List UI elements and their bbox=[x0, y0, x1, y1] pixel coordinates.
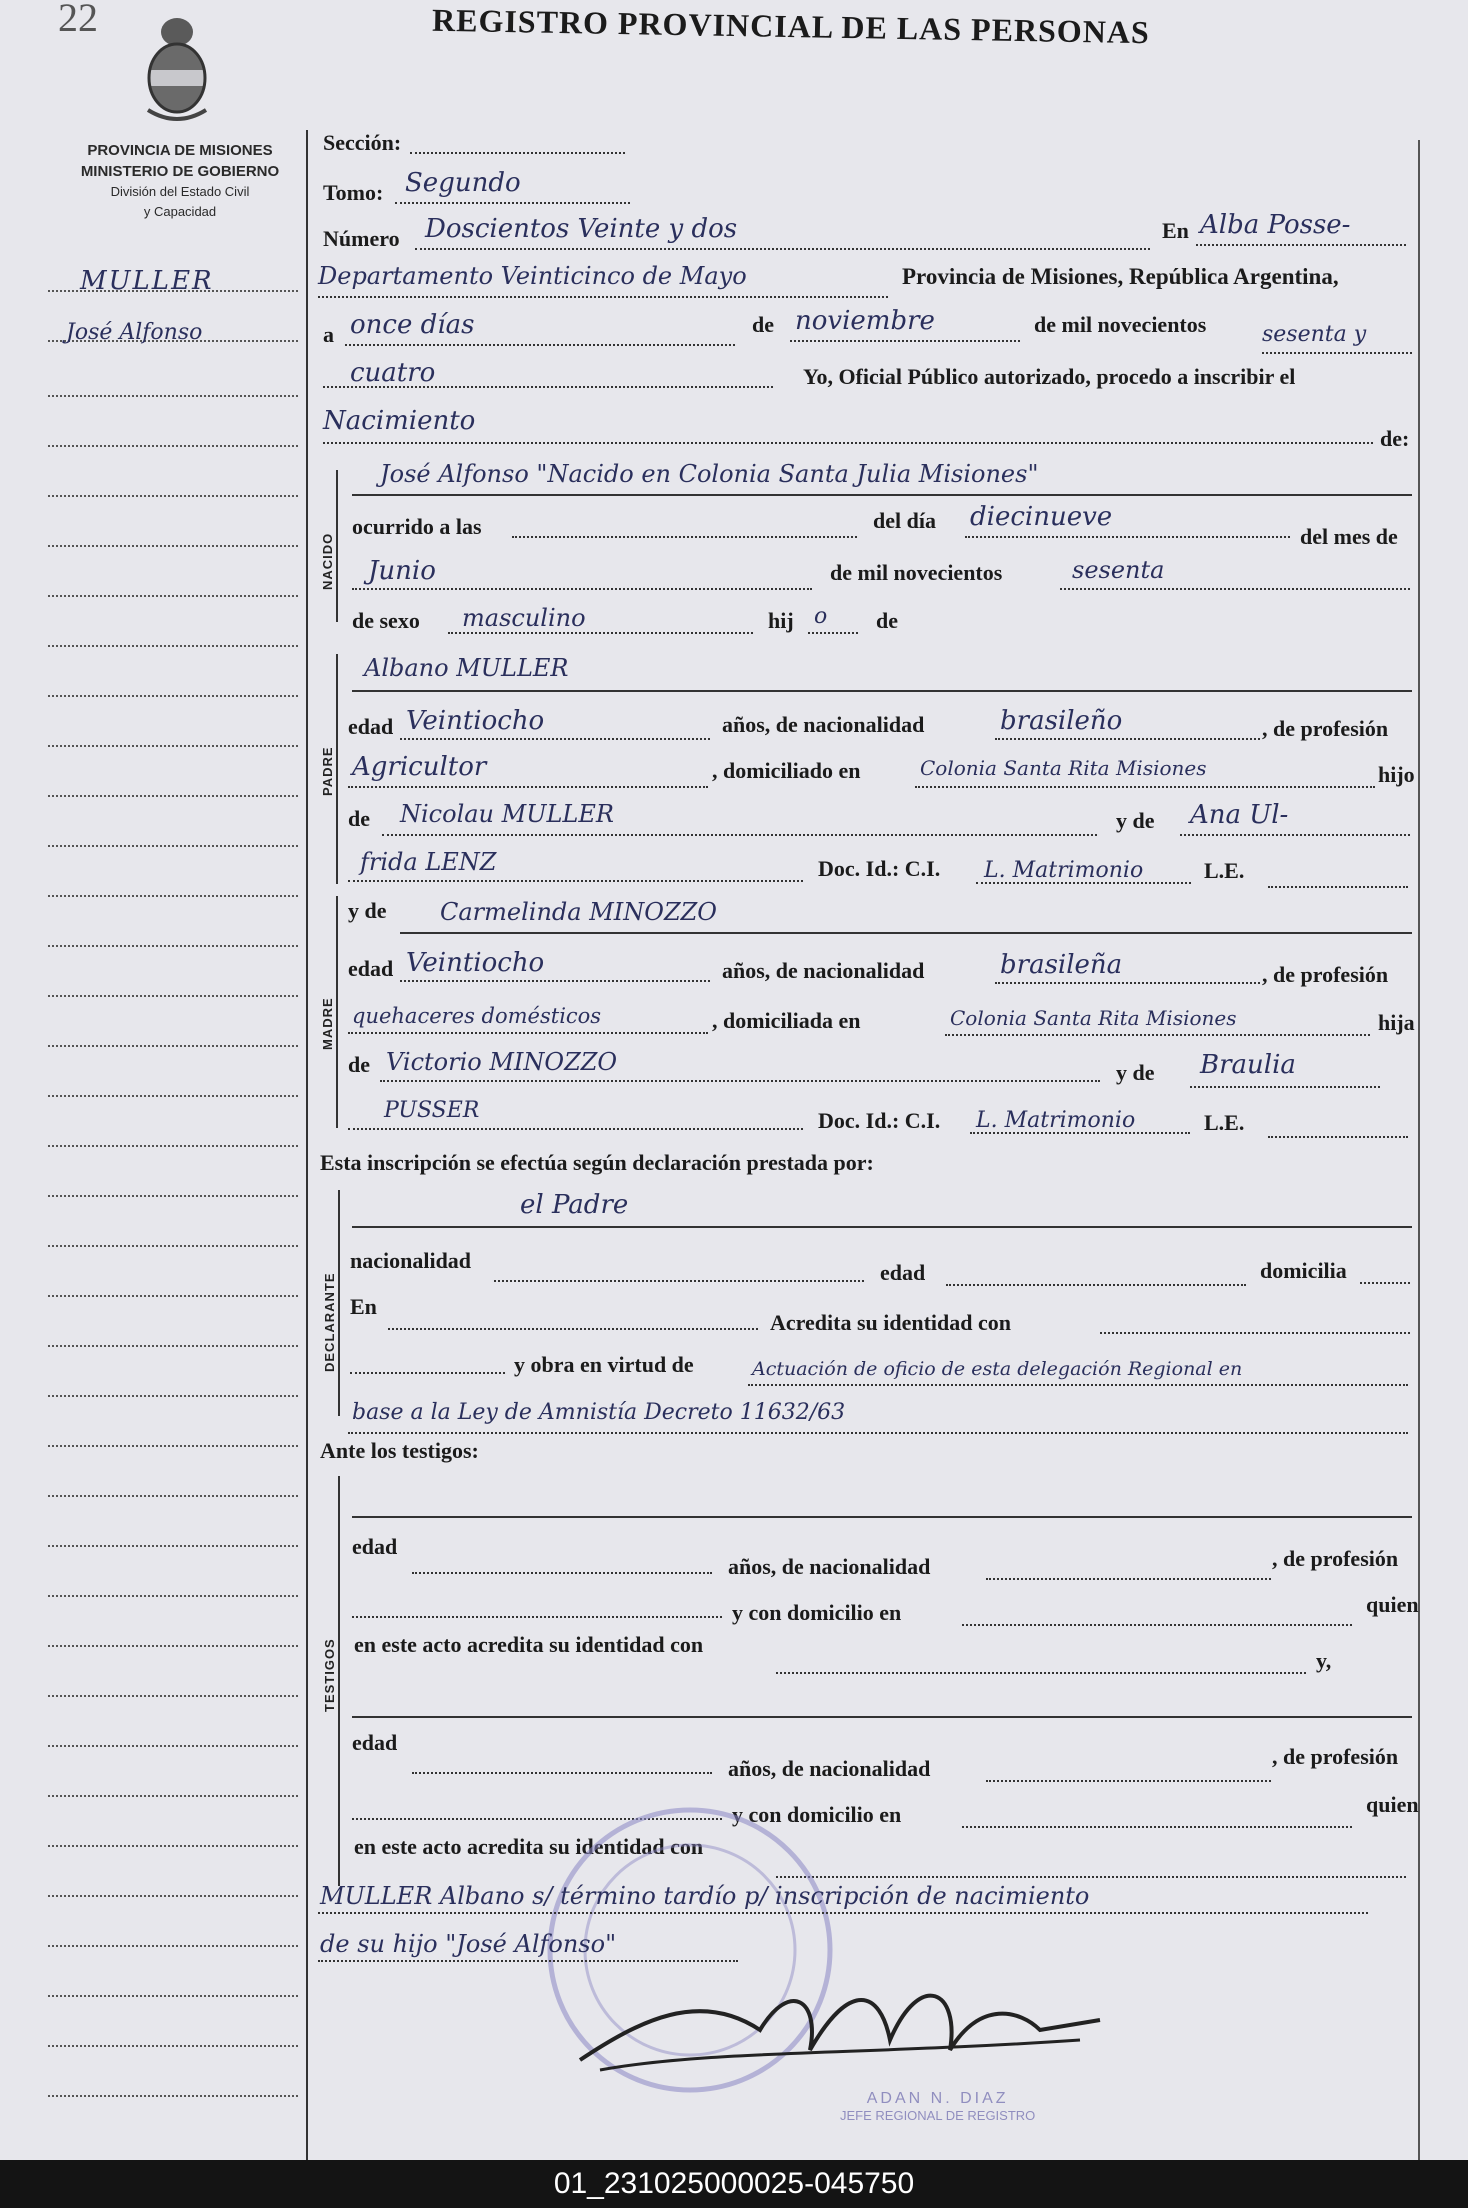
provincia-label: Provincia de Misiones, República Argentina, bbox=[902, 264, 1339, 289]
anio-cont-value: cuatro bbox=[350, 358, 436, 388]
testigos-divider bbox=[338, 1476, 340, 1886]
document-title: REGISTRO PROVINCIAL DE LAS PERSONAS bbox=[431, 1, 1151, 51]
declarante-edad-label: edad bbox=[880, 1260, 926, 1285]
margin-surname: MULLER bbox=[80, 266, 214, 296]
dia-value: once días bbox=[350, 310, 475, 340]
org-block bbox=[50, 140, 310, 222]
padre-padre-value: Nicolau MULLER bbox=[400, 800, 614, 828]
footer-code-bar bbox=[0, 2160, 1468, 2208]
testigo1-edad-label: edad bbox=[352, 1534, 398, 1559]
padre-doc-label: Doc. Id.: C.I. bbox=[818, 856, 941, 881]
signature-icon bbox=[560, 1960, 1120, 2100]
declarante-acredita-label: Acredita su identidad con bbox=[770, 1310, 1012, 1335]
testigo1-domicilio-label: y con domicilio en bbox=[732, 1600, 902, 1625]
acto-value: Nacimiento bbox=[323, 406, 476, 436]
nacido-mes-value: Junio bbox=[368, 556, 436, 586]
de-colon-label: de: bbox=[1380, 426, 1410, 451]
nacido-divider bbox=[336, 470, 338, 622]
padre-domicilio-value: Colonia Santa Rita Misiones bbox=[920, 756, 1207, 780]
madre-y-de-label: y de bbox=[348, 898, 387, 923]
declarante-nacionalidad-label: nacionalidad bbox=[350, 1248, 472, 1273]
note-line-2: de su hijo "José Alfonso" bbox=[320, 1930, 617, 1958]
sexo-value: masculino bbox=[462, 604, 586, 632]
declarante-domicilia-label: domicilia bbox=[1260, 1258, 1347, 1283]
testigo2-rule bbox=[352, 1716, 1412, 1718]
lugar-value: Alba Posse- bbox=[1200, 210, 1351, 240]
numero-label: Número bbox=[323, 226, 400, 251]
padre-hijo-label: hijo bbox=[1378, 762, 1415, 787]
madre-padre-value: Victorio MINOZZO bbox=[386, 1048, 618, 1076]
padre-edad-label: edad bbox=[348, 714, 394, 739]
declarante-obra-label: y obra en virtud de bbox=[514, 1352, 694, 1377]
hij-suffix-value: o bbox=[814, 604, 828, 629]
padre-nacionalidad-value: brasileño bbox=[1000, 706, 1123, 736]
del-mes-label: del mes de bbox=[1300, 524, 1398, 549]
madre-nombre-value: Carmelinda MINOZZO bbox=[440, 898, 717, 926]
hij-label: hij bbox=[768, 608, 794, 633]
madre-hija-label: hija bbox=[1378, 1010, 1415, 1035]
madre-edad-value: Veintiocho bbox=[406, 948, 545, 978]
stamp-text bbox=[840, 2090, 1035, 2123]
org-line: División del Estado Civil bbox=[110, 184, 250, 199]
margin-given-name: José Alfonso bbox=[66, 320, 203, 345]
testigo1-nacionalidad-label: años, de nacionalidad bbox=[728, 1554, 931, 1579]
testigo2-domicilio-label: y con domicilio en bbox=[732, 1802, 902, 1827]
testigo2-profesion-label: , de profesión bbox=[1272, 1744, 1399, 1769]
de-label: de bbox=[752, 312, 774, 337]
margin-divider bbox=[306, 130, 308, 2160]
testigo2-nacionalidad-label: años, de nacionalidad bbox=[728, 1756, 931, 1781]
declaracion-label: Esta inscripción se efectúa según declaración prestada por: bbox=[320, 1150, 874, 1175]
padre-profesion-label: , de profesión bbox=[1262, 716, 1389, 741]
a-label: a bbox=[323, 322, 334, 347]
declarante-en-label: En bbox=[350, 1294, 377, 1319]
org-line: y Capacidad bbox=[143, 204, 217, 219]
sexo-label: de sexo bbox=[352, 608, 420, 633]
testigo1-y-label: y, bbox=[1316, 1648, 1332, 1673]
madre-profesion-value: quehaceres domésticos bbox=[352, 1004, 602, 1028]
madre-y-de-label-2: y de bbox=[1116, 1060, 1155, 1085]
madre-madre-cont-value: PUSSER bbox=[384, 1098, 480, 1123]
testigo1-profesion-label: , de profesión bbox=[1272, 1546, 1399, 1571]
madre-madre-value: Braulia bbox=[1200, 1050, 1296, 1080]
madre-nacionalidad-label: años, de nacionalidad bbox=[722, 958, 925, 983]
nacido-anio-value: sesenta bbox=[1072, 556, 1165, 584]
seccion-label: Sección: bbox=[323, 130, 402, 155]
footer-code: 01_231025000025-045750 bbox=[553, 2167, 915, 2200]
mil-novecientos-label-2: de mil novecientos bbox=[830, 560, 1003, 585]
declarante-value: el Padre bbox=[520, 1190, 629, 1220]
padre-madre-cont-value: frida LENZ bbox=[360, 848, 497, 876]
declarante-section-label: DECLARANTE bbox=[322, 1272, 337, 1372]
madre-de-label: de bbox=[348, 1052, 370, 1077]
padre-de-label: de bbox=[348, 806, 370, 831]
testigo2-edad-label: edad bbox=[352, 1730, 398, 1755]
nacido-nombre-value: José Alfonso "Nacido en Colonia Santa Julia Misiones" bbox=[380, 460, 1039, 488]
padre-y-de-label: y de bbox=[1116, 808, 1155, 833]
padre-nacionalidad-label: años, de nacionalidad bbox=[722, 712, 925, 737]
testigo1-acredita-label: en este acto acredita su identidad con bbox=[354, 1632, 704, 1657]
nacido-section-label: NACIDO bbox=[320, 532, 335, 590]
anio-value: sesenta y bbox=[1262, 322, 1367, 347]
padre-domicilio-label: , domiciliado en bbox=[712, 758, 861, 783]
padre-le-label: L.E. bbox=[1204, 858, 1245, 883]
padre-rule bbox=[352, 690, 1412, 692]
padre-divider bbox=[336, 654, 338, 884]
stamp-role: JEFE REGIONAL DE REGISTRO bbox=[840, 2108, 1036, 2123]
tomo-label: Tomo: bbox=[323, 180, 384, 205]
right-border bbox=[1418, 140, 1420, 2160]
testigo1-rule bbox=[352, 1516, 1412, 1518]
obra-cont-value: base a la Ley de Amnistía Decreto 11632/63 bbox=[352, 1400, 846, 1425]
departamento-value: Departamento Veinticinco de Mayo bbox=[318, 262, 747, 290]
declarante-rule bbox=[352, 1226, 1412, 1228]
testigos-section-label: TESTIGOS bbox=[322, 1638, 337, 1712]
padre-edad-value: Veintiocho bbox=[406, 706, 545, 736]
numero-value: Doscientos Veinte y dos bbox=[425, 214, 738, 244]
madre-rule bbox=[400, 932, 1412, 934]
madre-divider bbox=[336, 896, 338, 1128]
de-label-2: de bbox=[876, 608, 898, 633]
note-line-1: MULLER Albano s/ término tardío p/ inscripción de nacimiento bbox=[320, 1882, 1090, 1910]
padre-madre-value: Ana Ul- bbox=[1190, 800, 1289, 830]
madre-domicilio-label: , domiciliada en bbox=[712, 1008, 861, 1033]
padre-nombre-value: Albano MULLER bbox=[364, 654, 569, 682]
org-line: PROVINCIA DE MISIONES bbox=[87, 142, 273, 159]
obra-value: Actuación de oficio de esta delegación Regional en bbox=[752, 1358, 1243, 1380]
en-label: En bbox=[1162, 218, 1189, 243]
madre-doc-label: Doc. Id.: C.I. bbox=[818, 1108, 941, 1133]
mil-novecientos-label: de mil novecientos bbox=[1034, 312, 1207, 337]
padre-doc-value: L. Matrimonio bbox=[984, 858, 1144, 883]
madre-section-label: MADRE bbox=[320, 997, 335, 1050]
tomo-value: Segundo bbox=[405, 168, 521, 198]
madre-nacionalidad-value: brasileña bbox=[1000, 950, 1123, 980]
madre-edad-label: edad bbox=[348, 956, 394, 981]
padre-profesion-value: Agricultor bbox=[352, 752, 487, 782]
madre-domicilio-value: Colonia Santa Rita Misiones bbox=[950, 1006, 1237, 1030]
madre-le-label: L.E. bbox=[1204, 1110, 1245, 1135]
madre-doc-value: L. Matrimonio bbox=[976, 1108, 1136, 1133]
del-dia-label: del día bbox=[873, 508, 936, 533]
testigo2-acredita-label: en este acto acredita su identidad con bbox=[354, 1834, 704, 1859]
declarante-divider bbox=[338, 1190, 340, 1416]
nacido-dia-value: diecinueve bbox=[970, 502, 1113, 532]
nacido-rule bbox=[352, 494, 1412, 496]
stamp-name: ADAN N. DIAZ bbox=[866, 2090, 1009, 2107]
page-number: 22 bbox=[58, 0, 98, 40]
mes-value: noviembre bbox=[795, 306, 935, 336]
testigo1-quien-label: quien bbox=[1366, 1592, 1419, 1617]
yo-oficial-label: Yo, Oficial Público autorizado, procedo a inscribir el bbox=[803, 364, 1296, 389]
ocurrido-label: ocurrido a las bbox=[352, 514, 482, 539]
coat-of-arms-icon bbox=[138, 10, 216, 125]
org-line: MINISTERIO DE GOBIERNO bbox=[80, 163, 280, 180]
testigo2-quien-label: quien bbox=[1366, 1792, 1419, 1817]
ante-testigos-label: Ante los testigos: bbox=[320, 1438, 479, 1463]
padre-section-label: PADRE bbox=[320, 746, 335, 796]
madre-profesion-label: , de profesión bbox=[1262, 962, 1389, 987]
